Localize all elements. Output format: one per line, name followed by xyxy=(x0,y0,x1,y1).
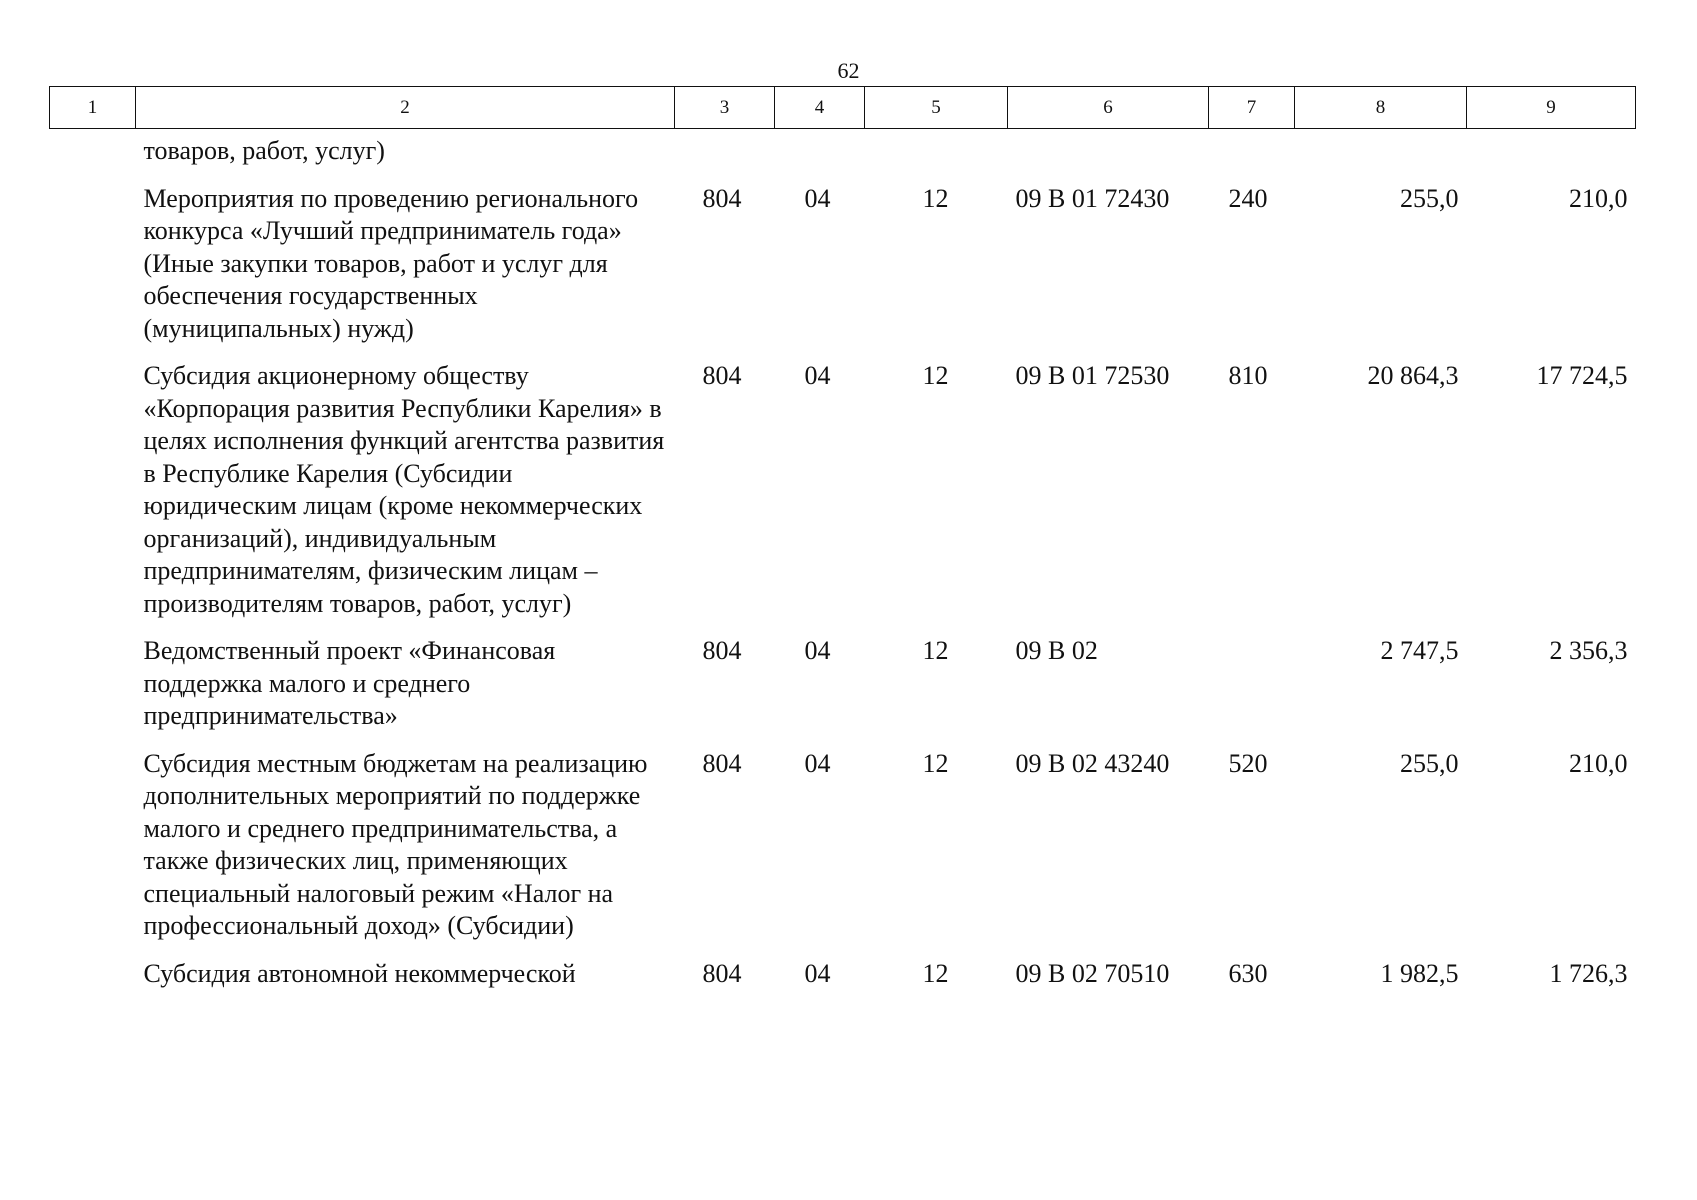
subsection-code-cell: 12 xyxy=(922,748,949,778)
empty-col-1-cell xyxy=(50,129,136,183)
target-article-cell xyxy=(1008,129,1209,183)
header-col-1: 1 xyxy=(50,87,136,129)
empty-col-1-cell xyxy=(50,183,136,361)
header-col-2: 2 xyxy=(136,87,675,129)
table-row xyxy=(50,360,1636,635)
expense-type-cell xyxy=(1209,635,1295,748)
row-name-cell: Ведомственный проект «Финансовая поддержка малого и среднего предпринимательства» xyxy=(143,636,556,730)
section-code-cell: 804 xyxy=(702,183,742,213)
amount-col-8-cell: 1 982,5 xyxy=(1380,958,1459,988)
section-code-cell: 804 xyxy=(702,636,742,665)
header-col-8: 8 xyxy=(1295,87,1467,129)
target-article-cell: 09 В 02 xyxy=(1015,636,1098,665)
chapter-code-cell: 04 xyxy=(804,361,831,390)
empty-col-1-cell xyxy=(50,748,136,958)
subsection-code-cell: 12 xyxy=(922,361,949,390)
subsection-code-cell: 12 xyxy=(922,636,949,665)
section-code-cell xyxy=(675,129,775,183)
amount-col-8-cell: 20 864,3 xyxy=(1367,361,1459,390)
row-name-cell: Мероприятия по проведению регионального конкурса «Лучший предприниматель года» (Иные закупки товаров, работ и услуг для обеспечения государственных (муниципальных) нужд) xyxy=(143,183,639,343)
header-col-6: 6 xyxy=(1008,87,1209,129)
chapter-code-cell: 04 xyxy=(804,636,831,665)
amount-col-9-cell: 1 726,3 xyxy=(1549,958,1628,988)
table-row xyxy=(50,958,1636,1006)
table-header-row xyxy=(50,87,1636,129)
chapter-code-cell: 04 xyxy=(804,958,831,988)
table-body xyxy=(50,129,1636,1006)
header-col-3: 3 xyxy=(675,87,775,129)
target-article-cell: 09 В 02 70510 xyxy=(1015,958,1170,988)
amount-col-9-cell xyxy=(1467,129,1636,183)
expense-type-cell: 520 xyxy=(1228,748,1268,778)
table-row xyxy=(50,748,1636,958)
amount-col-9-cell: 17 724,5 xyxy=(1536,361,1628,390)
section-code-cell: 804 xyxy=(702,361,742,390)
amount-col-8-cell: 2 747,5 xyxy=(1380,636,1459,665)
target-article-cell: 09 В 01 72530 xyxy=(1015,361,1170,390)
amount-col-9-cell: 2 356,3 xyxy=(1549,636,1628,665)
expense-type-cell xyxy=(1209,129,1295,183)
target-article-cell: 09 В 01 72430 xyxy=(1015,183,1170,213)
expense-type-cell: 630 xyxy=(1228,958,1268,988)
chapter-code-cell xyxy=(775,129,865,183)
target-article-cell: 09 В 02 43240 xyxy=(1015,748,1170,778)
table-row xyxy=(50,129,1636,183)
empty-col-1-cell xyxy=(50,360,136,635)
chapter-code-cell: 04 xyxy=(804,748,831,778)
amount-col-8-cell: 255,0 xyxy=(1400,748,1459,778)
page-number: 62 xyxy=(837,58,860,83)
table-row xyxy=(50,635,1636,748)
subsection-code-cell: 12 xyxy=(922,183,949,213)
amount-col-8-cell: 255,0 xyxy=(1400,183,1459,213)
header-col-5: 5 xyxy=(865,87,1008,129)
row-name-cell: Субсидия автономной некоммерческой xyxy=(143,958,576,988)
header-col-9: 9 xyxy=(1467,87,1636,129)
chapter-code-cell: 04 xyxy=(804,183,831,213)
section-code-cell: 804 xyxy=(702,748,742,778)
subsection-code-cell: 12 xyxy=(922,958,949,988)
header-col-7: 7 xyxy=(1209,87,1295,129)
row-name-cell: Субсидия местным бюджетам на реализацию дополнительных мероприятий по поддержке малого и среднего предпринимательства, а также физических лиц, применяющих специальный налоговый режим «Налог на профессиональный доход» (Субсидии) xyxy=(143,748,648,940)
table-row xyxy=(50,183,1636,361)
row-name-cell: Субсидия акционерному обществу «Корпорация развития Республики Карелия» в целях исполнения функций агентства развития в Республике Карелия (Субсидии юридическим лицам (кроме некоммерческих организаций), индивидуальным предпринимателям, физическим лицам – производителям товаров, работ, услуг) xyxy=(143,361,665,618)
expense-type-cell: 810 xyxy=(1228,361,1268,390)
section-code-cell: 804 xyxy=(702,958,742,988)
empty-col-1-cell xyxy=(50,958,136,1006)
amount-col-8-cell xyxy=(1295,129,1467,183)
budget-table xyxy=(49,86,1636,1005)
amount-col-9-cell: 210,0 xyxy=(1569,748,1628,778)
row-name-cell: товаров, работ, услуг) xyxy=(143,136,385,165)
subsection-code-cell xyxy=(865,129,1008,183)
amount-col-9-cell: 210,0 xyxy=(1569,183,1628,213)
expense-type-cell: 240 xyxy=(1228,183,1268,213)
empty-col-1-cell xyxy=(50,635,136,748)
header-col-4: 4 xyxy=(775,87,865,129)
